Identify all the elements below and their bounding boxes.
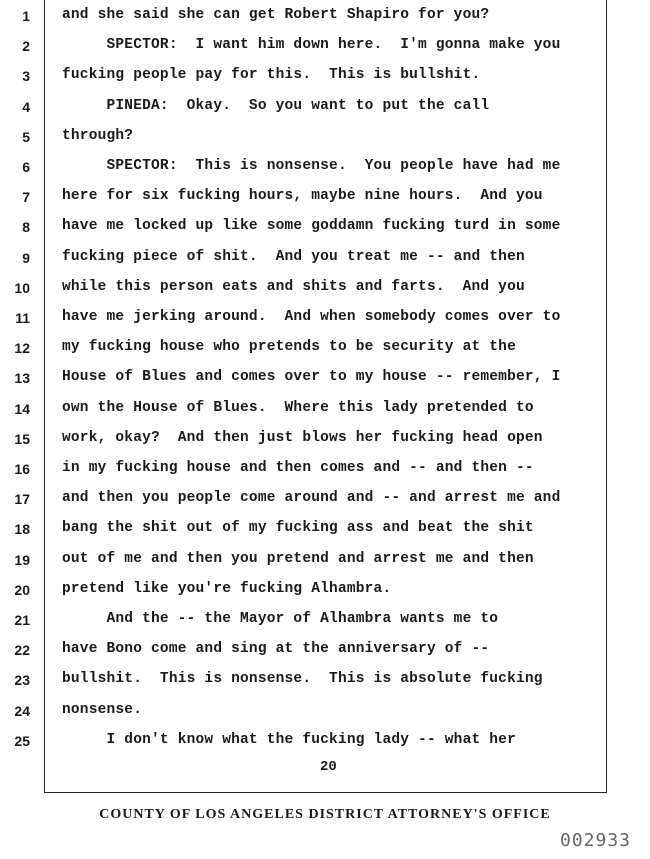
line-number: 12 bbox=[14, 340, 30, 356]
line-number: 3 bbox=[22, 68, 30, 84]
line-number: 5 bbox=[22, 129, 30, 145]
line-number: 25 bbox=[14, 733, 30, 749]
transcript-line: my fucking house who pretends to be security at the bbox=[62, 339, 516, 355]
line-number: 23 bbox=[14, 672, 30, 688]
line-number: 11 bbox=[15, 310, 30, 326]
transcript-line: pretend like you're fucking Alhambra. bbox=[62, 581, 392, 597]
transcript-line: I don't know what the fucking lady -- what her bbox=[62, 732, 516, 748]
line-number: 18 bbox=[14, 521, 30, 537]
line-number-margin-rule bbox=[44, 0, 45, 792]
transcript-line: own the House of Blues. Where this lady pretended to bbox=[62, 400, 534, 416]
line-number: 19 bbox=[14, 552, 30, 568]
line-number: 20 bbox=[14, 582, 30, 598]
transcript-line: out of me and then you pretend and arrest me and then bbox=[62, 551, 534, 567]
transcript-line: bullshit. This is nonsense. This is absolute fucking bbox=[62, 671, 543, 687]
transcript-line: House of Blues and comes over to my house -- remember, I bbox=[62, 369, 561, 385]
line-number: 6 bbox=[22, 159, 30, 175]
line-number: 21 bbox=[14, 612, 30, 628]
transcript-line: and then you people come around and -- and arrest me and bbox=[62, 490, 561, 506]
transcript-line: here for six fucking hours, maybe nine hours. And you bbox=[62, 188, 543, 204]
line-number: 10 bbox=[14, 280, 30, 296]
line-number: 14 bbox=[14, 401, 30, 417]
line-number: 2 bbox=[22, 38, 30, 54]
line-number: 22 bbox=[14, 642, 30, 658]
transcript-line: work, okay? And then just blows her fucking head open bbox=[62, 430, 543, 446]
line-number: 1 bbox=[22, 8, 30, 24]
footer-office-name: COUNTY OF LOS ANGELES DISTRICT ATTORNEY'S OFFICE bbox=[99, 807, 551, 822]
transcript-line: SPECTOR: This is nonsense. You people have had me bbox=[62, 158, 561, 174]
transcript-line: have Bono come and sing at the anniversary of -- bbox=[62, 641, 490, 657]
line-number: 4 bbox=[22, 99, 30, 115]
line-number: 7 bbox=[22, 189, 30, 205]
line-number: 15 bbox=[14, 431, 30, 447]
line-number: 24 bbox=[14, 703, 30, 719]
line-number: 8 bbox=[22, 219, 30, 235]
transcript-line: in my fucking house and then comes and -- and then -- bbox=[62, 460, 534, 476]
bates-stamp: 002933 bbox=[560, 830, 632, 851]
transcript-line: and she said she can get Robert Shapiro for you? bbox=[62, 7, 490, 23]
transcript-line: have me locked up like some goddamn fucking turd in some bbox=[62, 218, 561, 234]
transcript-line: fucking piece of shit. And you treat me -- and then bbox=[62, 249, 525, 265]
transcript-line: nonsense. bbox=[62, 702, 143, 718]
line-number: 17 bbox=[14, 491, 30, 507]
transcript-line: bang the shit out of my fucking ass and beat the shit bbox=[62, 520, 534, 536]
transcript-line: SPECTOR: I want him down here. I'm gonna make you bbox=[62, 37, 561, 53]
line-number: 13 bbox=[14, 370, 30, 386]
transcript-line: while this person eats and shits and farts. And you bbox=[62, 279, 525, 295]
page-number: 20 bbox=[320, 759, 337, 775]
transcript-line: have me jerking around. And when somebody comes over to bbox=[62, 309, 561, 325]
line-number: 9 bbox=[22, 250, 30, 266]
transcript-line: through? bbox=[62, 128, 134, 144]
transcript-line: fucking people pay for this. This is bullshit. bbox=[62, 67, 481, 83]
transcript-line: And the -- the Mayor of Alhambra wants me to bbox=[62, 611, 499, 627]
transcript-line: PINEDA: Okay. So you want to put the call bbox=[62, 98, 490, 114]
line-number: 16 bbox=[14, 461, 30, 477]
